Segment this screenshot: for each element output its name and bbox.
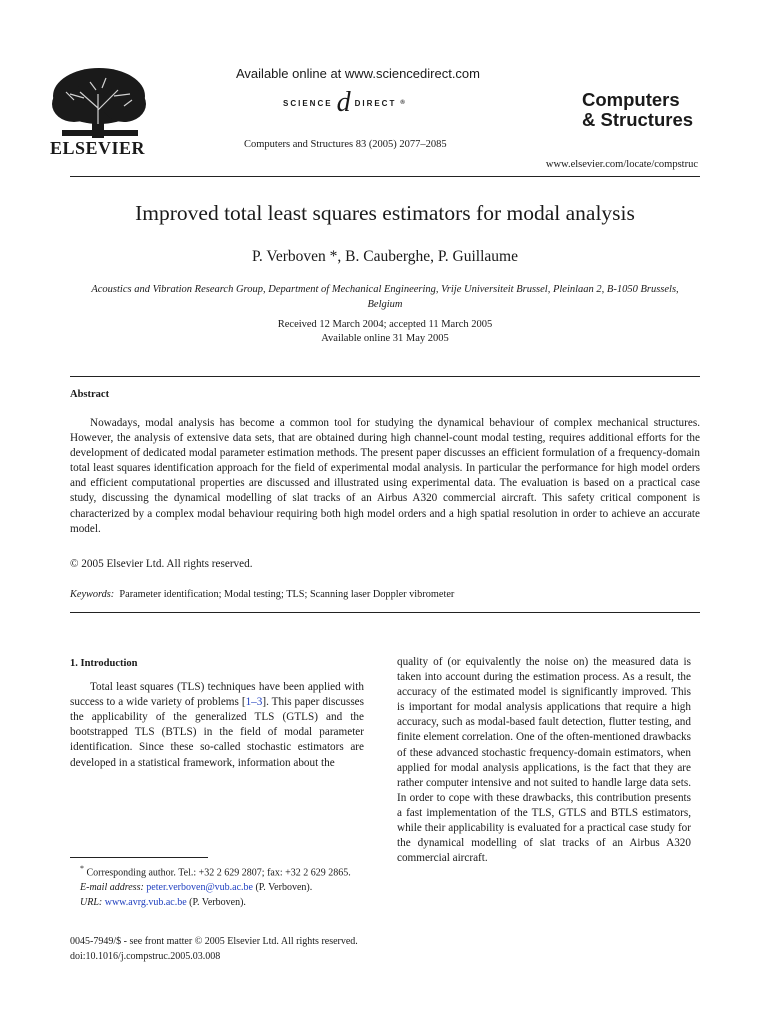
footnote-divider (70, 857, 208, 858)
left-column (70, 656, 364, 771)
abstract-bottom-divider (70, 612, 700, 613)
email-note (70, 881, 364, 896)
doi-line[interactable]: doi:10.1016/j.compstruc.2005.03.008 (70, 951, 221, 962)
email-label: E-mail address: (80, 882, 144, 894)
journal-name-line2: & Structures (582, 109, 694, 130)
intro-p1-text-before: Total least squares (TLS) techniques have been applied with success to a wide variety of problems [ (70, 681, 364, 709)
url-link[interactable]: www.avrg.vub.ac.be (104, 896, 187, 908)
corresponding-author-note (70, 862, 364, 881)
affiliation: Acoustics and Vibration Research Group, Department of Mechanical Engineering, Vrije Universiteit Brussel, Pleinlaan 2, B-1050 Brussels, Belgium (91, 284, 679, 310)
footnotes (70, 862, 364, 910)
keywords-label: Keywords: (70, 589, 115, 600)
citation-line: Computers and Structures 83 (2005) 2077–2085 (244, 139, 447, 150)
publisher-wordmark: ELSEVIER (50, 138, 146, 158)
received-date: Received 12 March 2004; accepted 11 March 2005 (277, 319, 493, 330)
url-note (70, 896, 364, 911)
available-online-text: Available online at www.sciencedirect.com (236, 66, 480, 81)
section-heading-introduction: 1. Introduction (70, 658, 138, 669)
journal-name-line1: Computers (582, 89, 680, 110)
available-date: Available online 31 May 2005 (321, 333, 449, 344)
sd-d-glyph: d (336, 87, 351, 118)
author-list: P. Verboven *, B. Cauberghe, P. Guillaume (252, 248, 518, 265)
sciencedirect-logo (283, 87, 405, 118)
url-suffix: (P. Verboven). (189, 896, 246, 908)
header-divider (70, 176, 700, 177)
journal-name (582, 90, 693, 130)
sd-left-text: SCIENCE (283, 98, 333, 108)
abstract-top-divider (70, 376, 700, 377)
dates-block (70, 318, 700, 346)
url-label: URL: (80, 896, 103, 908)
abstract-body: Nowadays, modal analysis has become a common tool for studying the dynamical behaviour of complex mechanical structures. However, the analysis of extensive data sets, that are obtained during high channel-count modal testing, requires additional efforts for the development of dedicated modal parameter estimation methods. The present paper discusses an efficient formulation of a frequency-domain total least squares identification approach for the field of experimental modal analysis. In particular the performance for high model orders and efficient computational properties are discussed and illustrated using experimental data. The evaluation is based on a practical case study, discussing the dynamical modelling of slat tracks of an Airbus A320 commercial aircraft. This safety critical component is characterized by a complex modal behaviour requiring both high model orders and a high spatial resolution in order to achieve an accurate model. (70, 417, 700, 535)
keywords-line (70, 589, 454, 600)
sd-right-text: DIRECT (354, 98, 397, 108)
journal-url[interactable]: www.elsevier.com/locate/compstruc (545, 159, 698, 170)
corresponding-author-text: Corresponding author. Tel.: +32 2 629 2807; fax: +32 2 629 2865. (86, 867, 351, 879)
right-column (397, 655, 691, 866)
email-suffix: (P. Verboven). (255, 882, 313, 894)
abstract-heading: Abstract (70, 389, 110, 400)
keywords-list: Parameter identification; Modal testing; TLS; Scanning laser Doppler vibrometer (119, 589, 455, 600)
abstract-copyright: © 2005 Elsevier Ltd. All rights reserved. (70, 558, 253, 570)
intro-paragraph-1 (70, 680, 364, 771)
reference-link-1-3[interactable]: 1–3 (245, 696, 263, 709)
sd-registered-mark: ® (400, 100, 405, 106)
footnote-marker: * (80, 864, 84, 873)
intro-p1-text-after: ]. This paper discusses the applicability of the generalized TLS (GTLS) and the bootstrapped TLS (BTLS) in the field of modal parameter identification. Since these so-called stochastic estimators are developed in a statistical framework, information about the (70, 696, 364, 769)
article-title: Improved total least squares estimators for modal analysis (135, 201, 635, 225)
intro-paragraph-2: quality of (or equivalently the noise on) the measured data is taken into account during the estimation process. As a result, the accuracy of the estimated model is significantly improved. This is important for modal analysis applications that require a high accuracy, such as modal-based fault detection, flutter testing, and finite element correlation. One of the often-mentioned drawbacks of these advanced stochastic frequency-domain estimators, when applied for modal analysis applications, is the fact that they are rather computer intensive and not suited to handle large data sets. In order to cope with these drawbacks, this contribution presents a fast implementation of the TLS, GTLS and BTLS estimators, while their applicability is evaluated for a practical case study for the dynamical modelling of slat tracks of an Airbus A320 commercial aircraft. (397, 656, 691, 865)
front-matter (70, 934, 358, 964)
email-link[interactable]: peter.verboven@vub.ac.be (146, 882, 253, 894)
issn-line: 0045-7949/$ - see front matter © 2005 Elsevier Ltd. All rights reserved. (70, 936, 358, 947)
